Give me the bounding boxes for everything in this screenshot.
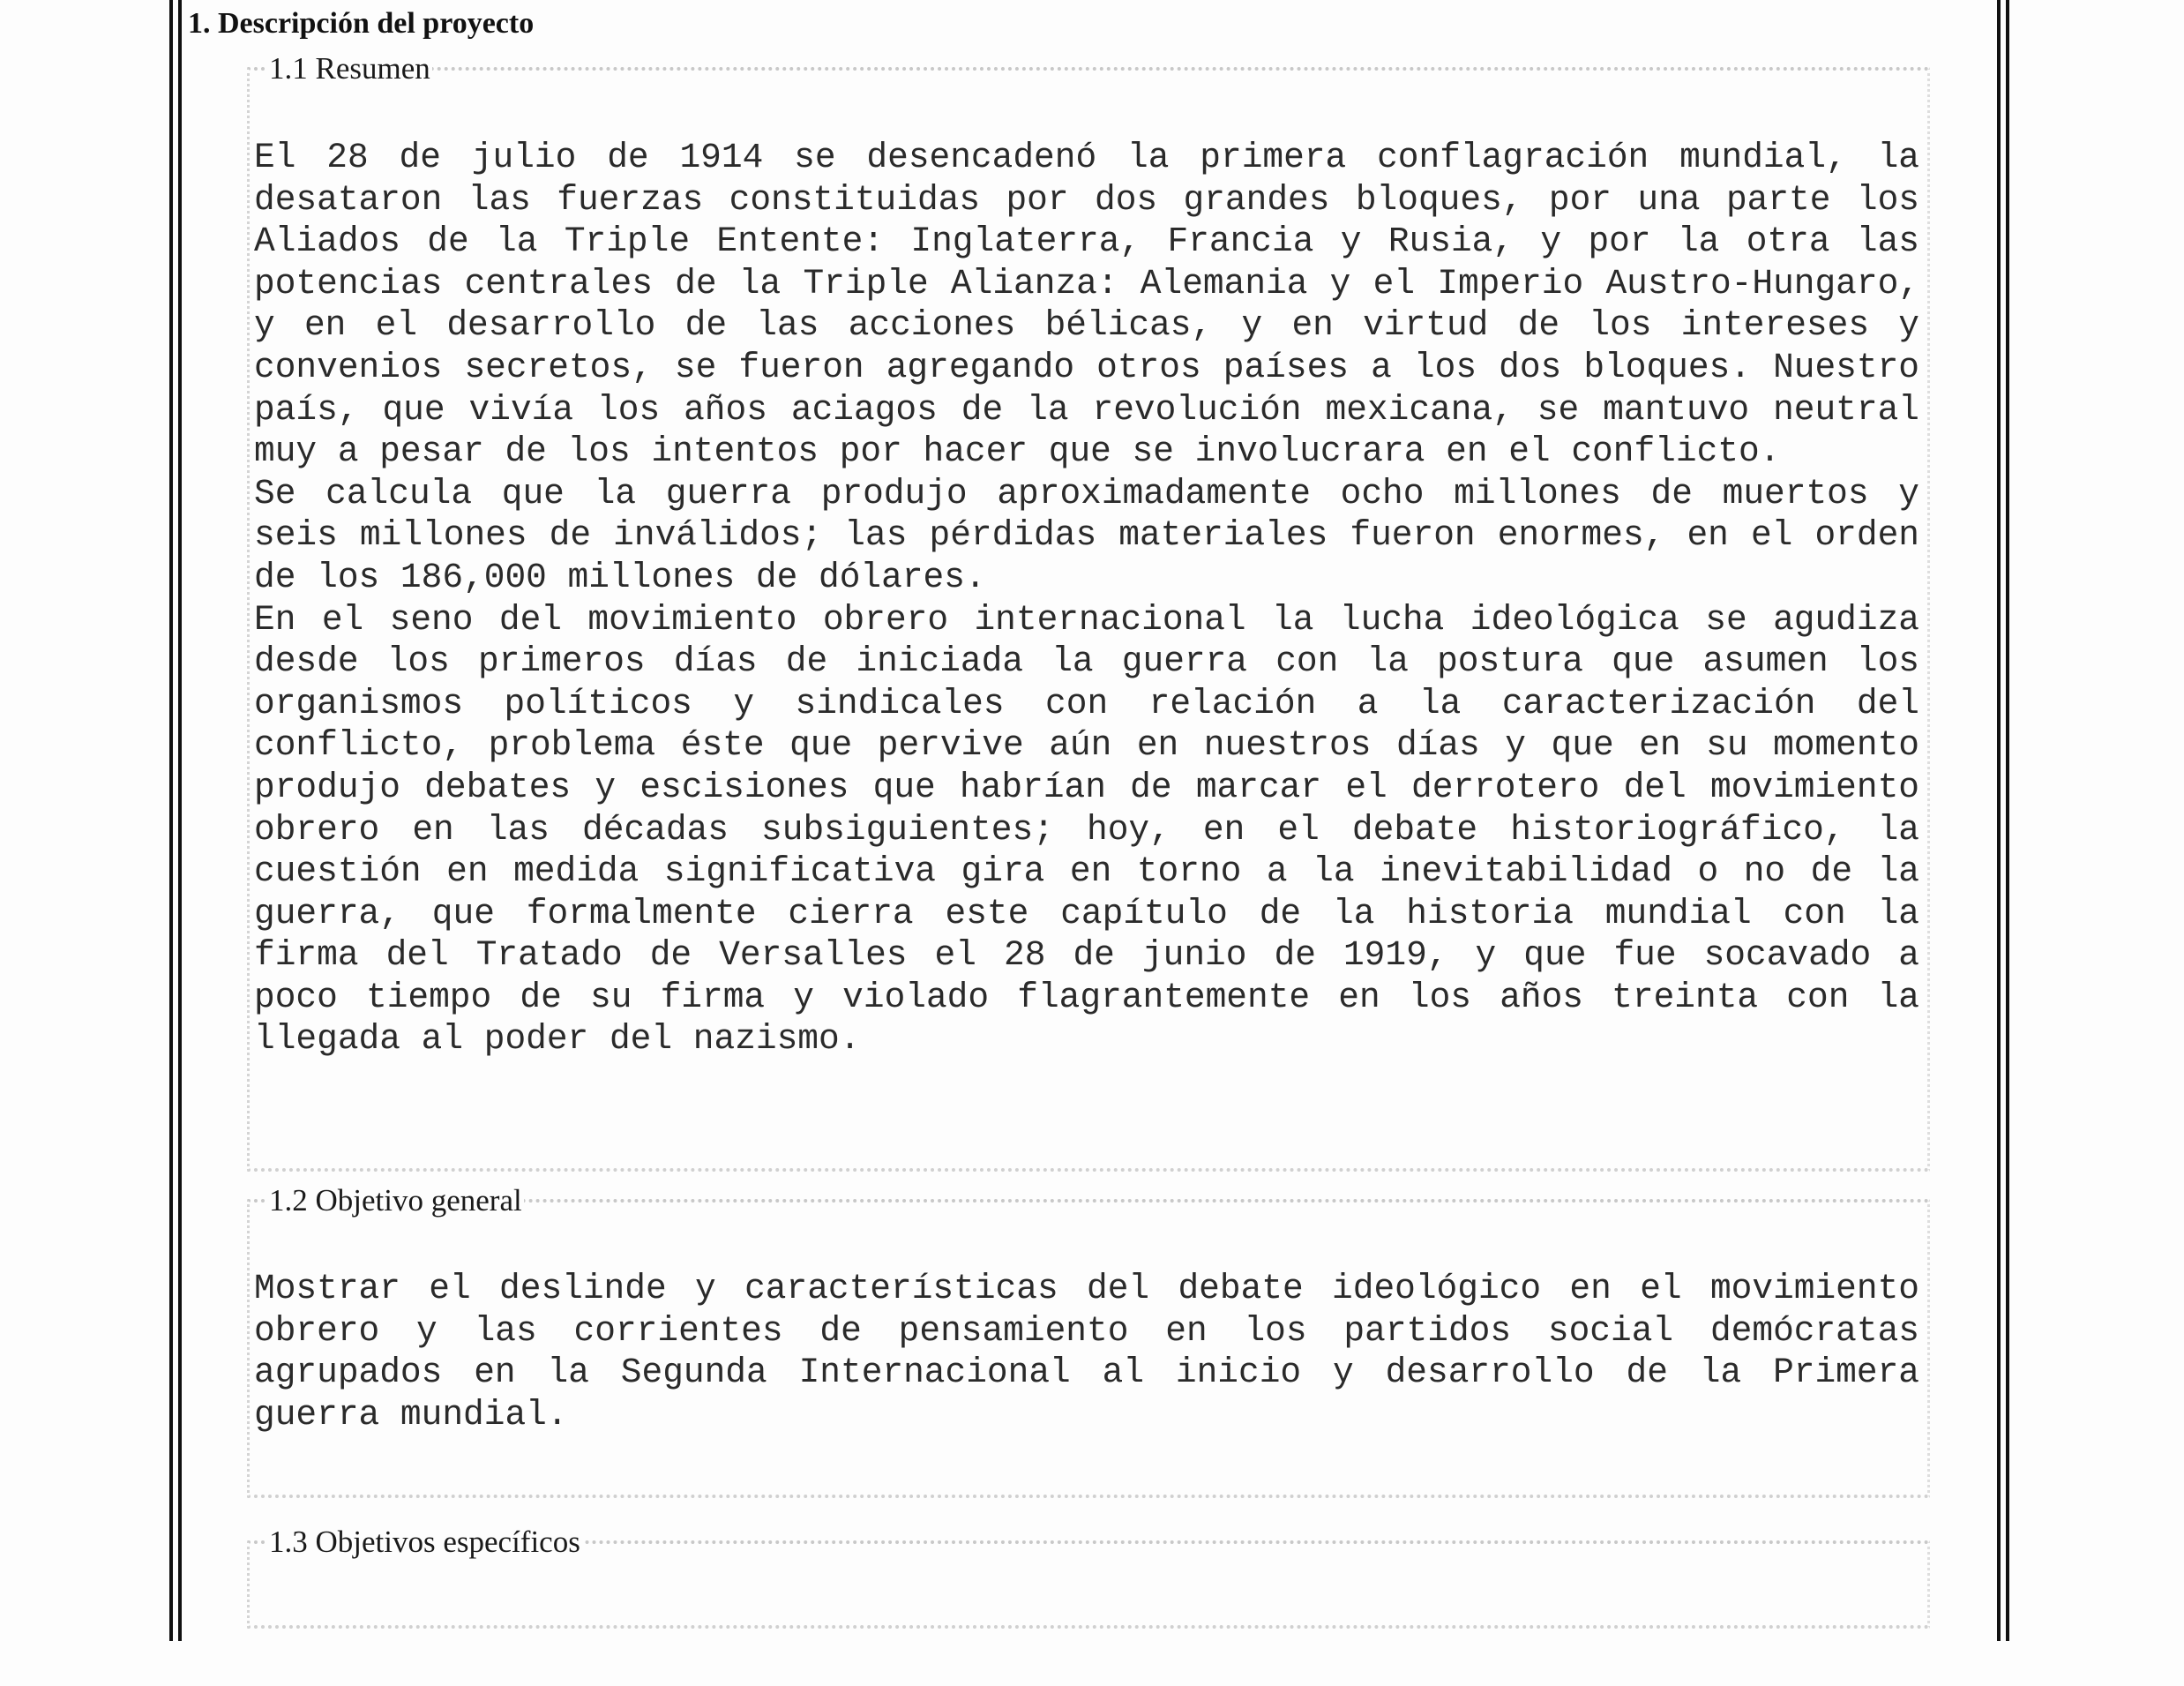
- frame-left-inner-line: [178, 0, 182, 1641]
- section-title: 1. Descripción del proyecto: [188, 7, 535, 40]
- frame-right-inner-line: [1997, 0, 2001, 1641]
- objetivo-general-text: [254, 1268, 1919, 1435]
- subsection-objetivo-general-label: 1.2 Objetivo general: [269, 1183, 522, 1218]
- resumen-paragraph: En el seno del movimiento obrero internacional la lucha ideológica se agudiza desde los primeros días de iniciada la guerra con la postura que asumen los organismos políticos y sindicales con relación a la caracterización del conflicto, problema éste que pervive aún en nuestros días y que en su momento produjo debates y escisiones que habrían de marcar el derrotero del movimiento obrero en las décadas subsiguientes; hoy, en el debate historiográfico, la cuestión en medida significativa gira en torno a la inevitabilidad o no de la guerra, que formalmente cierra este capítulo de la historia mundial con la firma del Tratado de Versalles el 28 de junio de 1919, y que fue socavado a poco tiempo de su firma y violado flagrantemente en los años treinta con la llegada al poder del nazismo.: [254, 599, 1919, 1060]
- frame-right-outer-line: [2006, 0, 2009, 1641]
- subsection-resumen-label: 1.1 Resumen: [269, 51, 430, 86]
- resumen-paragraph: El 28 de julio de 1914 se desencadenó la primera conflagración mundial, la desataron las fuerzas constituidas por dos grandes bloques, por una parte los Aliados de la Triple Entente: Inglaterra, Francia y Rusia, y por la otra las potencias centrales de la Triple Alianza: Alemania y el Imperio Austro-Hungaro, y en el desarrollo de las acciones bélicas, y en virtud de los intereses y convenios secretos, se fueron agregando otros países a los dos bloques. Nuestro país, que vivía los años aciagos de la revolución mexicana, se mantuvo neutral muy a pesar de los intentos por hacer que se involucrara en el conflicto.: [254, 138, 1919, 472]
- subsection-objetivos-especificos: [247, 1526, 1930, 1629]
- frame-left-outer-line: [169, 0, 173, 1641]
- objetivo-general-paragraph: Mostrar el deslinde y características del debate ideológico en el movimiento obrero y las corrientes de pensamiento en los partidos social demócratas agrupados en la Segunda Internacional al inicio y desarrollo de la Primera guerra mundial.: [254, 1269, 1919, 1435]
- resumen-paragraph: Se calcula que la guerra produjo aproximadamente ocho millones de muertos y seis millones de inválidos; las pérdidas materiales fueron enormes, en el orden de los 186,000 millones de dólares.: [254, 473, 1919, 597]
- resumen-text: [254, 137, 1919, 1060]
- subsection-objetivos-especificos-label: 1.3 Objetivos específicos: [269, 1525, 580, 1559]
